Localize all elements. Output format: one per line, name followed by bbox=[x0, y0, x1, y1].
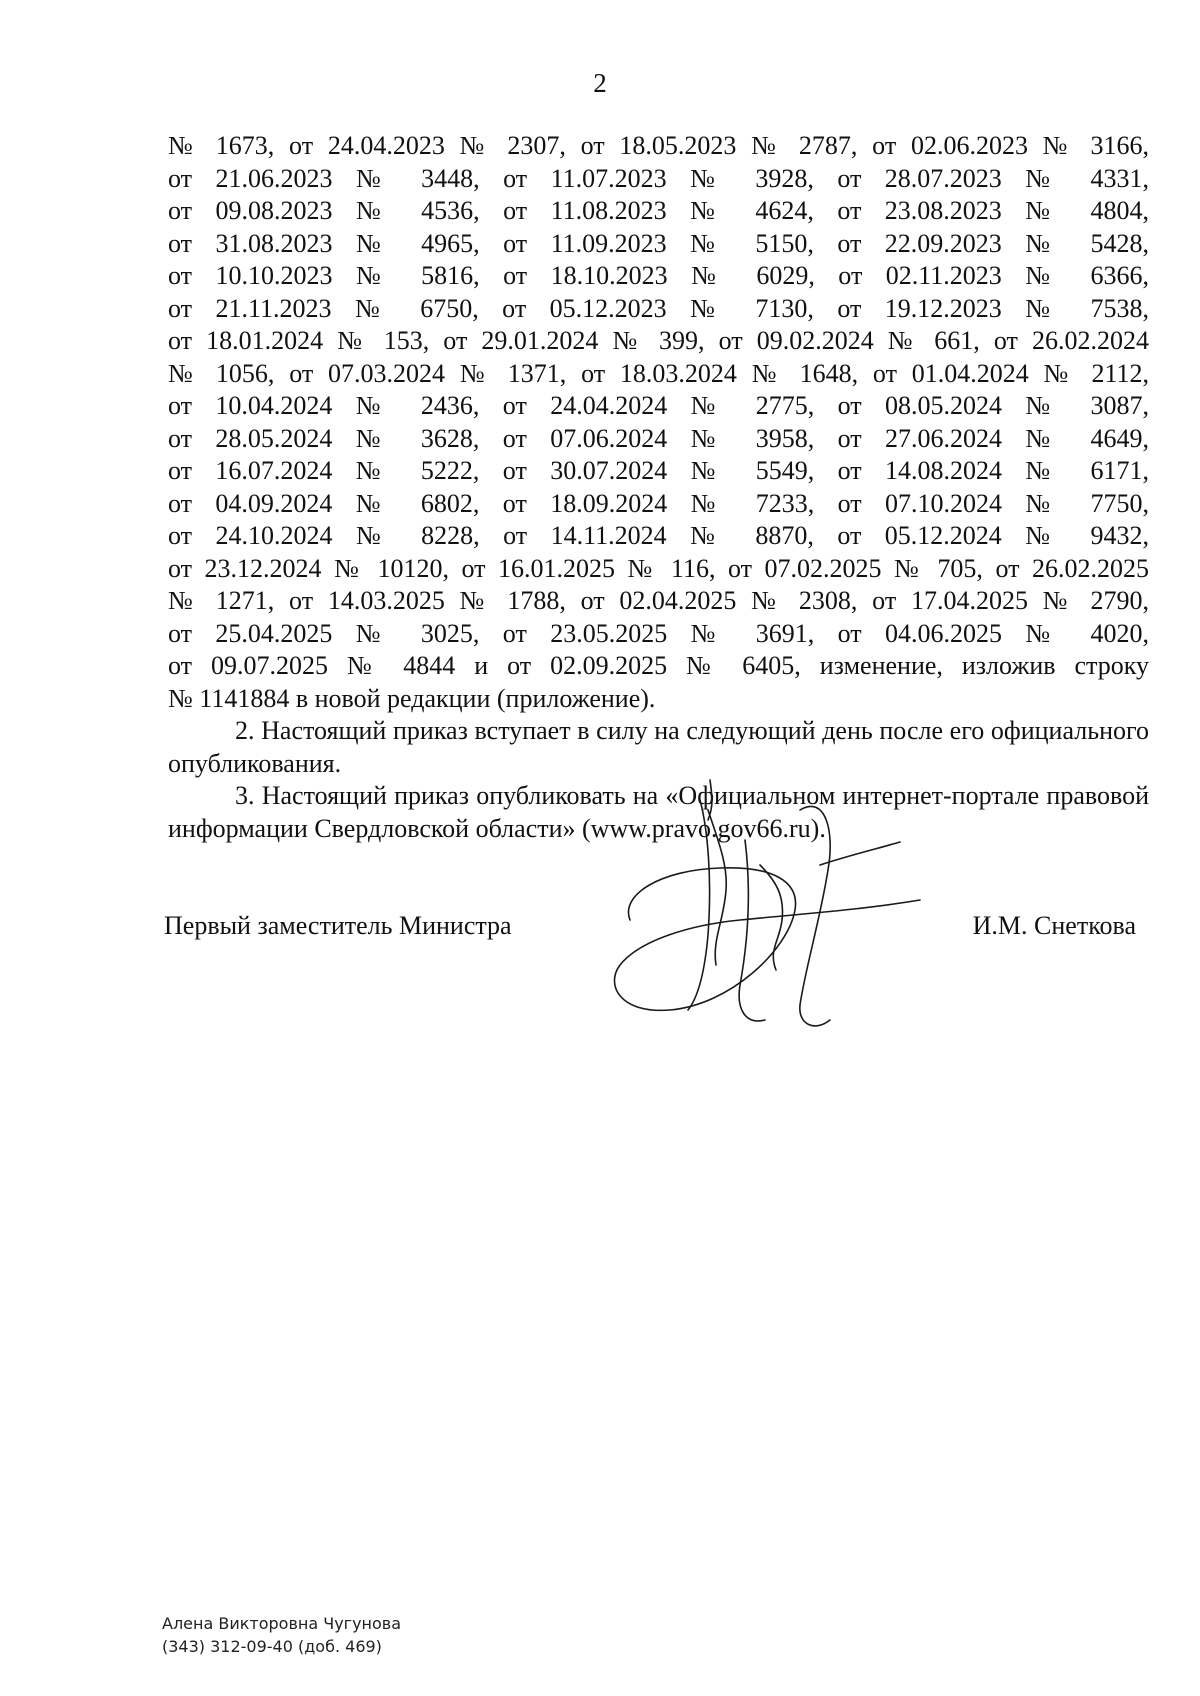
list-line: № 1673, от 24.04.2023 № 2307, от 18.05.2023 № 2787, от 02.06.2023 № 3166, bbox=[168, 131, 1149, 160]
list-line: от 04.09.2024 № 6802, от 18.09.2024 № 7233, от 07.10.2024 № 7750, bbox=[168, 488, 1149, 518]
list-line: от 10.04.2024 № 2436, от 24.04.2024 № 2775, от 08.05.2024 № 3087, bbox=[168, 391, 1149, 420]
executor-name: Алена Викторовна Чугунова bbox=[162, 1614, 402, 1633]
document-body bbox=[168, 130, 1149, 845]
handwritten-signature bbox=[600, 770, 960, 1060]
list-line: от 28.05.2024 № 3628, от 07.06.2024 № 3958, от 27.06.2024 № 4649, bbox=[168, 423, 1149, 453]
list-line: от 25.04.2025 № 3025, от 23.05.2025 № 3691, от 04.06.2025 № 4020, bbox=[168, 618, 1149, 648]
executor-phone: (343) 312-09-40 (доб. 469) bbox=[162, 1637, 382, 1656]
list-line: от 09.08.2023 № 4536, от 11.08.2023 № 4624, от 23.08.2023 № 4804, bbox=[168, 196, 1149, 225]
list-line: от 18.01.2024 № 153, от 29.01.2024 № 399, от 09.02.2024 № 661, от 26.02.2024 bbox=[168, 326, 1149, 355]
list-line: от 24.10.2024 № 8228, от 14.11.2024 № 8870, от 05.12.2024 № 9432, bbox=[168, 521, 1149, 550]
amendment-list bbox=[168, 130, 1149, 715]
list-line: № 1271, от 14.03.2025 № 1788, от 02.04.2025 № 2308, от 17.04.2025 № 2790, bbox=[168, 586, 1149, 615]
list-line: от 31.08.2023 № 4965, от 11.09.2023 № 5150, от 22.09.2023 № 5428, bbox=[168, 228, 1149, 258]
paragraph-publication: 3. Настоящий приказ опубликовать на «Официальном интернет-портале правовой информации Свердловской области» (www.pravo.gov66.ru). bbox=[168, 781, 1149, 843]
signatory-position: Первый заместитель Министра bbox=[164, 911, 512, 940]
list-line: от 21.06.2023 № 3448, от 11.07.2023 № 3928, от 28.07.2023 № 4331, bbox=[168, 163, 1149, 193]
paragraph-effective-date: 2. Настоящий приказ вступает в силу на следующий день после его официального опубликования. bbox=[168, 716, 1149, 778]
executor-info bbox=[162, 1612, 401, 1658]
list-line: от 23.12.2024 № 10120, от 16.01.2025 № 116, от 07.02.2025 № 705, от 26.02.2025 bbox=[168, 553, 1149, 583]
list-line: № 1141884 в новой редакции (приложение). bbox=[168, 683, 656, 713]
list-line: от 10.10.2023 № 5816, от 18.10.2023 № 6029, от 02.11.2023 № 6366, bbox=[168, 261, 1149, 290]
list-line: от 21.11.2023 № 6750, от 05.12.2023 № 7130, от 19.12.2023 № 7538, bbox=[168, 293, 1149, 323]
page-number: 2 bbox=[593, 68, 607, 98]
signatory-name: И.М. Снеткова bbox=[972, 911, 1136, 940]
list-line: от 16.07.2024 № 5222, от 30.07.2024 № 5549, от 14.08.2024 № 6171, bbox=[168, 456, 1149, 485]
list-line: от 09.07.2025 № 4844 и от 02.09.2025 № 6405, изменение, изложив строку bbox=[168, 651, 1149, 680]
list-line: № 1056, от 07.03.2024 № 1371, от 18.03.2024 № 1648, от 01.04.2024 № 2112, bbox=[168, 358, 1149, 388]
